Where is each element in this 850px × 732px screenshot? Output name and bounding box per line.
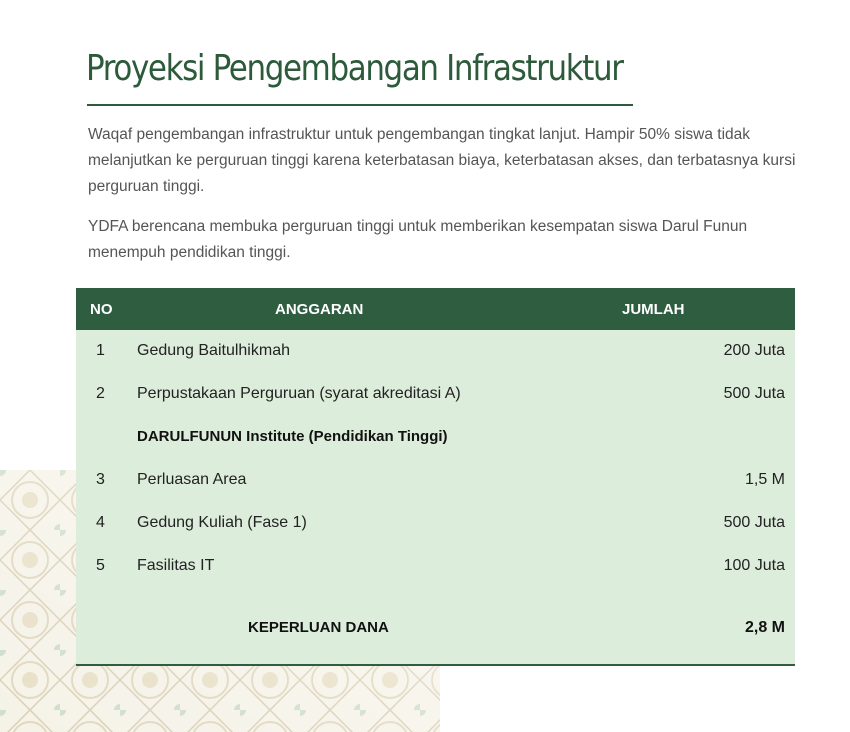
table-row [76,467,795,497]
row-no: 4 [96,514,105,531]
row-no: 2 [96,385,105,402]
section-title: DARULFUNUN Institute (Pendidikan Tinggi) [137,428,448,445]
header-jumlah: JUMLAH [622,301,685,318]
row-amount: 100 Juta [723,557,785,574]
plan-paragraph: YDFA berencana membuka perguruan tinggi untuk memberikan kesempatan siswa Darul Funun menempuh pendidikan tinggi. [88,218,748,261]
page-title: Proyeksi Pengembangan Infrastruktur [86,48,623,89]
row-amount: 500 Juta [723,514,785,531]
table-row [76,510,795,540]
row-item: Perluasan Area [137,471,247,488]
row-no: 1 [96,342,105,359]
header-anggaran: ANGGARAN [275,301,364,318]
header-no: NO [90,301,113,318]
table-row [76,553,795,583]
row-item: Fasilitas IT [137,557,215,574]
intro-paragraph: Waqaf pengembangan infrastruktur untuk pengembangan tingkat lanjut. Hampir 50% siswa tidak melanjutkan ke perguruan tinggi karena keterbatasan biaya, keterbatasan akses, dan terbatasnya kursi perguruan tinggi. [88,126,796,195]
row-no: 3 [96,471,105,488]
row-amount: 200 Juta [723,342,785,359]
budget-table [76,288,795,666]
title-underline [87,104,633,106]
total-label: KEPERLUAN DANA [248,619,389,636]
table-header [76,288,795,330]
row-amount: 500 Juta [723,385,785,402]
row-amount: 1,5 M [744,471,785,488]
total-row [76,616,795,646]
row-item: Gedung Baitulhikmah [137,342,290,359]
row-item: Perpustakaan Perguruan (syarat akreditasi A) [137,385,461,402]
table-row [76,338,795,368]
row-no: 5 [96,557,105,574]
total-amount: 2,8 M [744,619,785,636]
table-row [76,381,795,411]
section-row [76,424,795,454]
row-item: Gedung Kuliah (Fase 1) [137,514,307,531]
